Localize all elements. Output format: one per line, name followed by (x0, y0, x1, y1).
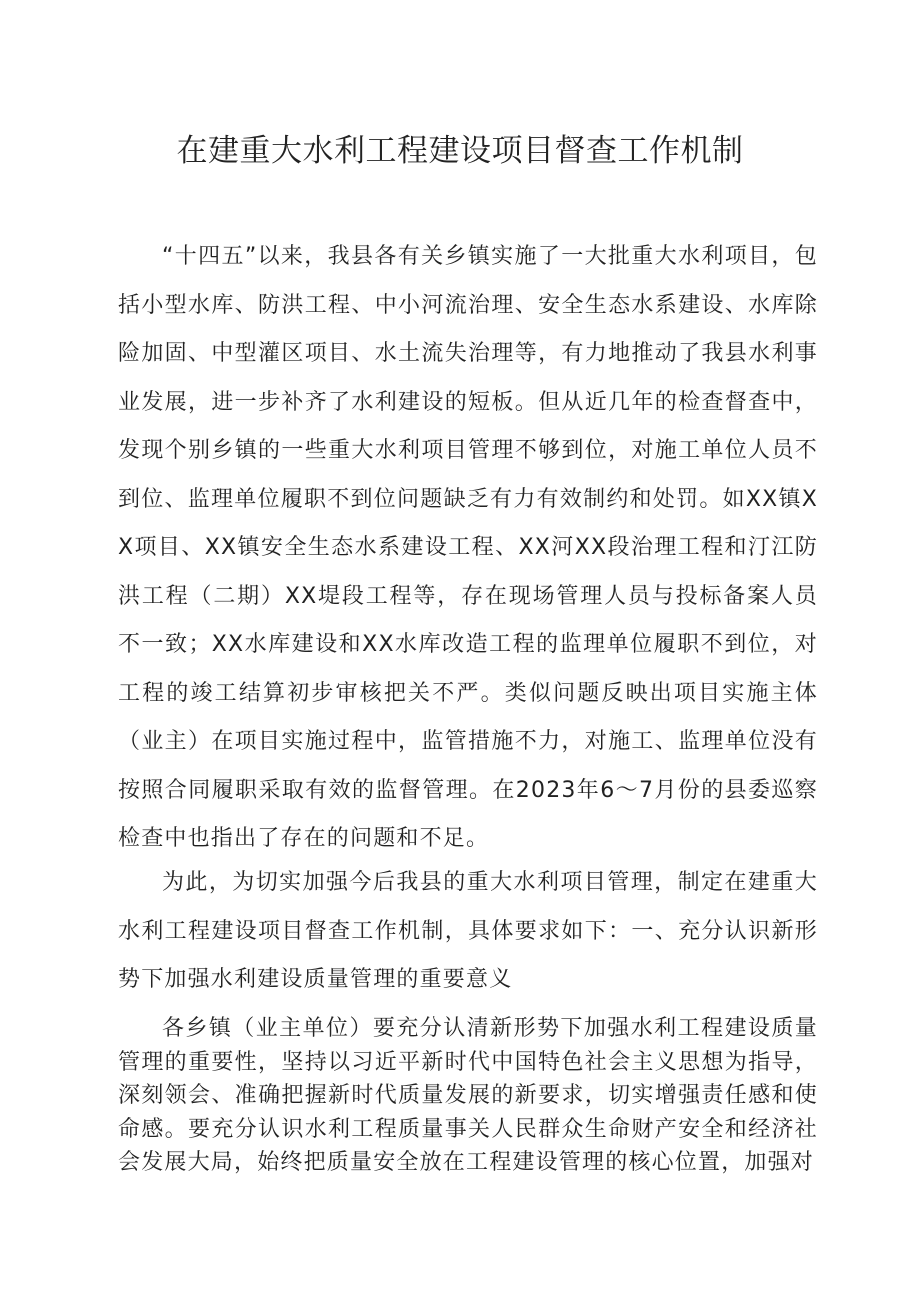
document-title: 在建重大水利工程建设项目督查工作机制 (176, 133, 744, 169)
paragraph-requirements: 各乡镇（业主单位）要充分认清新形势下加强水利工程建设质量管理的重要性，坚持以习近平新时代中国特色社会主义思想为指导，深刻领会、准确把握新时代质量发展的新要求，切实增强责任感和使命感。要充分认识水利工程质量事关人民群众生命财产安全和经济社会发展大局，始终把质量安全放在工程建设管理的核心位置，加强对 (118, 1016, 818, 1175)
paragraph-purpose: 为此，为切实加强今后我县的重大水利项目管理，制定在建重大水利工程建设项目督查工作机制，具体要求如下：一、充分认识新形势下加强水利建设质量管理的重要意义 (118, 870, 818, 992)
paragraph-background: “十四五”以来，我县各有关乡镇实施了一大批重大水利项目，包括小型水库、防洪工程、中小河流治理、安全生态水系建设、水库除险加固、中型灌区项目、水土流失治理等，有力地推动了我县水利事业发展，进一步补齐了水利建设的短板。但从近几年的检查督查中，发现个别乡镇的一些重大水利项目管理不够到位，对施工单位人员不到位、监理单位履职不到位问题缺乏有力有效制约和处罚。如XX镇XX项目、XX镇安全生态水系建设工程、XX河XX段治理工程和汀江防洪工程（二期）XX堤段工程等，存在现场管理人员与投标备案人员不一致；XX水库建设和XX水库改造工程的监理单位履职不到位，对工程的竣工结算初步审核把关不严。类似问题反映出项目实施主体（业主）在项目实施过程中，监管措施不力，对施工、监理单位没有按照合同履职采取有效的监督管理。在2023年6〜7月份的县委巡察检查中也指出了存在的问题和不足。 (118, 244, 818, 851)
